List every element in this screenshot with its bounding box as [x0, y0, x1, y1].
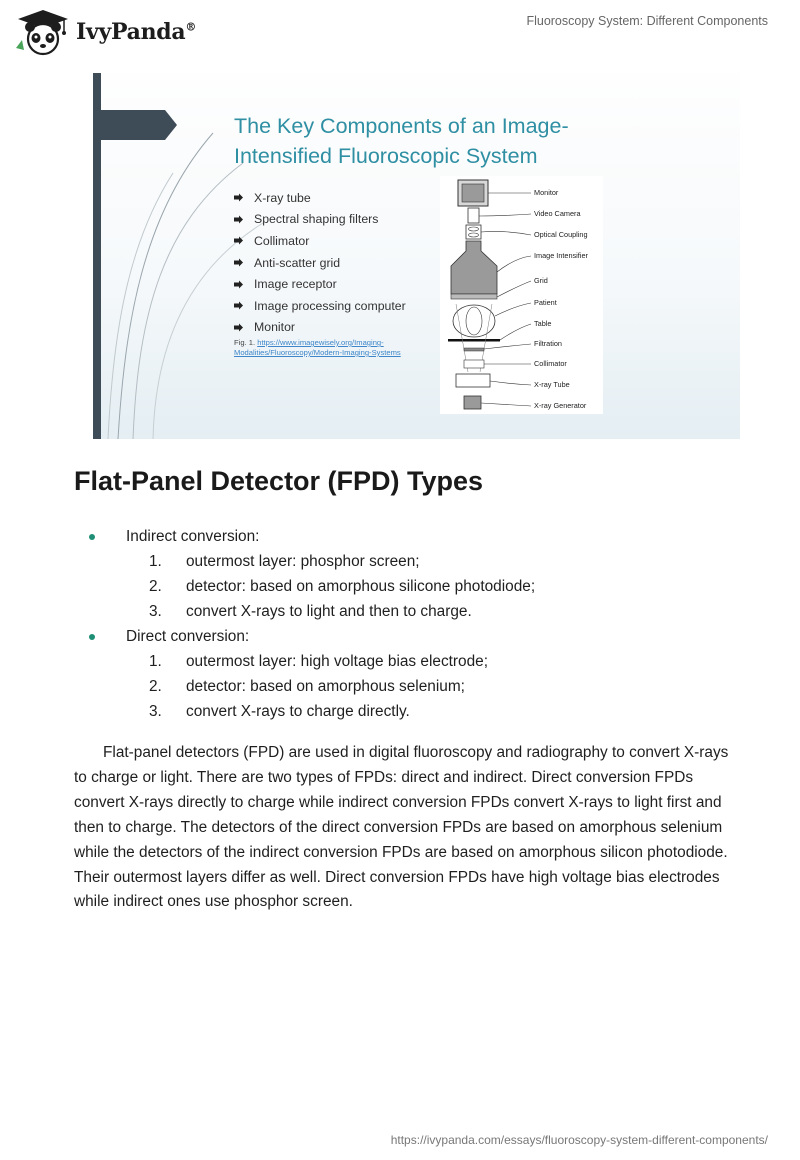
fpd-type-item: [86, 526, 766, 626]
body-paragraph: Flat-panel detectors (FPD) are used in digital fluoroscopy and radiography to convert X-rays to charge or light. There are two types of FPDs: direct and indirect. Direct conversion FPDs convert X-rays directly to charge while indirect conversion FPDs convert X-rays to light first and then to charge. The detectors of the direct conversion FPDs are based on amorphous selenium while the detectors of the indirect conversion FPDs are based on amorphous silicon photodiode. Their outermost layers differ as well. Direct conversion FPDs have high voltage bias electrodes while indirect ones use phosphor screen.: [74, 744, 729, 911]
arrow-bullet-icon: [234, 323, 243, 332]
list-number: 3.: [149, 603, 162, 620]
list-number: 1.: [149, 653, 162, 670]
slide-bullet-item: [234, 209, 406, 231]
slide-figure: [93, 73, 740, 439]
fpd-property-item: [86, 601, 766, 626]
image-intensifier-shape: [451, 241, 497, 294]
slide-bullet-label: Collimator: [254, 233, 310, 248]
slide-bullet-item: [234, 317, 406, 339]
list-text: outermost layer: high voltage bias electrode;: [186, 653, 488, 670]
diagram-label: Grid: [534, 276, 548, 285]
fpd-property-item: [86, 651, 766, 676]
slide-bullet-item: [234, 295, 406, 317]
list-text: convert X-rays to light and then to charge.: [186, 603, 472, 620]
list-text: outermost layer: phosphor screen;: [186, 553, 420, 570]
fpd-property-item: [86, 576, 766, 601]
fpd-type-item: [86, 626, 766, 726]
footer-url[interactable]: https://ivypanda.com/essays/fluoroscopy-system-different-components/: [390, 1133, 768, 1147]
slide-bullet-label: Image processing computer: [254, 298, 406, 313]
slide-bullet-label: Monitor: [254, 320, 296, 335]
list-number: 2.: [149, 678, 162, 695]
collimator-shape: [464, 360, 484, 368]
video-camera-shape: [468, 208, 479, 223]
fpd-property-item: [86, 551, 766, 576]
slide-bullet-label: Spectral shaping filters: [254, 212, 379, 227]
brand-name: IvyPanda®: [76, 19, 197, 45]
diagram-label: X-ray Generator: [534, 401, 587, 410]
arrow-bullet-icon: [234, 236, 243, 245]
fpd-type-label: Indirect conversion:: [86, 526, 766, 551]
diagram-label: Monitor: [534, 188, 559, 197]
diagram-label: Patient: [534, 298, 557, 307]
slide-bullet-label: X-ray tube: [254, 190, 311, 205]
fpd-property-item: [86, 676, 766, 701]
arrow-bullet-icon: [234, 215, 243, 224]
table-shape: [448, 339, 500, 342]
list-number: 2.: [149, 578, 162, 595]
slide-bullet-item: [234, 273, 406, 295]
list-text: detector: based on amorphous selenium;: [186, 678, 465, 695]
grid-shape: [451, 294, 497, 299]
section-heading: Flat-Panel Detector (FPD) Types: [74, 466, 484, 496]
fpd-type-label: Direct conversion:: [86, 626, 766, 651]
diagram-label: Image Intensifier: [534, 251, 588, 260]
diagram-label: Collimator: [534, 359, 567, 368]
diagram-label: Optical Coupling: [534, 230, 588, 239]
bullet-dot-icon: [89, 634, 95, 640]
list-number: 3.: [149, 703, 162, 720]
list-text: convert X-rays to charge directly.: [186, 703, 410, 720]
figure-caption: Fig. 1. https://www.imagewisely.org/Imaging- Modalities/Fluoroscopy/Modern-Imaging-Systems: [234, 338, 401, 357]
figure-source-link[interactable]: https://www.imagewisely.org/Imaging- Modalities/Fluoroscopy/Modern-Imaging-Systems: [234, 338, 401, 357]
filtration-shape: [464, 348, 484, 351]
bullet-dot-icon: [89, 534, 95, 540]
fluoroscopy-diagram: [440, 176, 603, 414]
list-text: detector: based on amorphous silicone photodiode;: [186, 578, 536, 595]
arrow-bullet-icon: [234, 301, 243, 310]
patient-shape: [453, 305, 495, 337]
slide-bullet-item: [234, 230, 406, 252]
x-ray-tube-shape: [456, 374, 490, 387]
slide-bullet-label: Anti-scatter grid: [254, 255, 341, 270]
diagram-label: Table: [534, 319, 552, 328]
list-number: 1.: [149, 553, 162, 570]
slide-arrow-shape: [93, 110, 177, 140]
fpd-types-list: [86, 526, 766, 726]
slide-bullet-label: Image receptor: [254, 277, 337, 292]
fpd-property-item: [86, 701, 766, 726]
x-ray-generator-shape: [464, 396, 481, 409]
arrow-bullet-icon: [234, 280, 243, 289]
slide-title: The Key Components of an Image- Intensified Fluoroscopic System: [234, 114, 569, 168]
arrow-bullet-icon: [234, 193, 243, 202]
brand-logo[interactable]: [14, 8, 196, 56]
slide-bullet-item: [234, 187, 406, 209]
diagram-label: X-ray Tube: [534, 380, 570, 389]
slide-bullet-list: [234, 187, 406, 338]
diagram-label: Video Camera: [534, 209, 581, 218]
diagram-label: Filtration: [534, 339, 562, 348]
slide-bullet-item: [234, 252, 406, 274]
arrow-bullet-icon: [234, 258, 243, 267]
document-title: Fluoroscopy System: Different Components: [526, 14, 768, 28]
panda-graduate-icon: [14, 8, 72, 56]
